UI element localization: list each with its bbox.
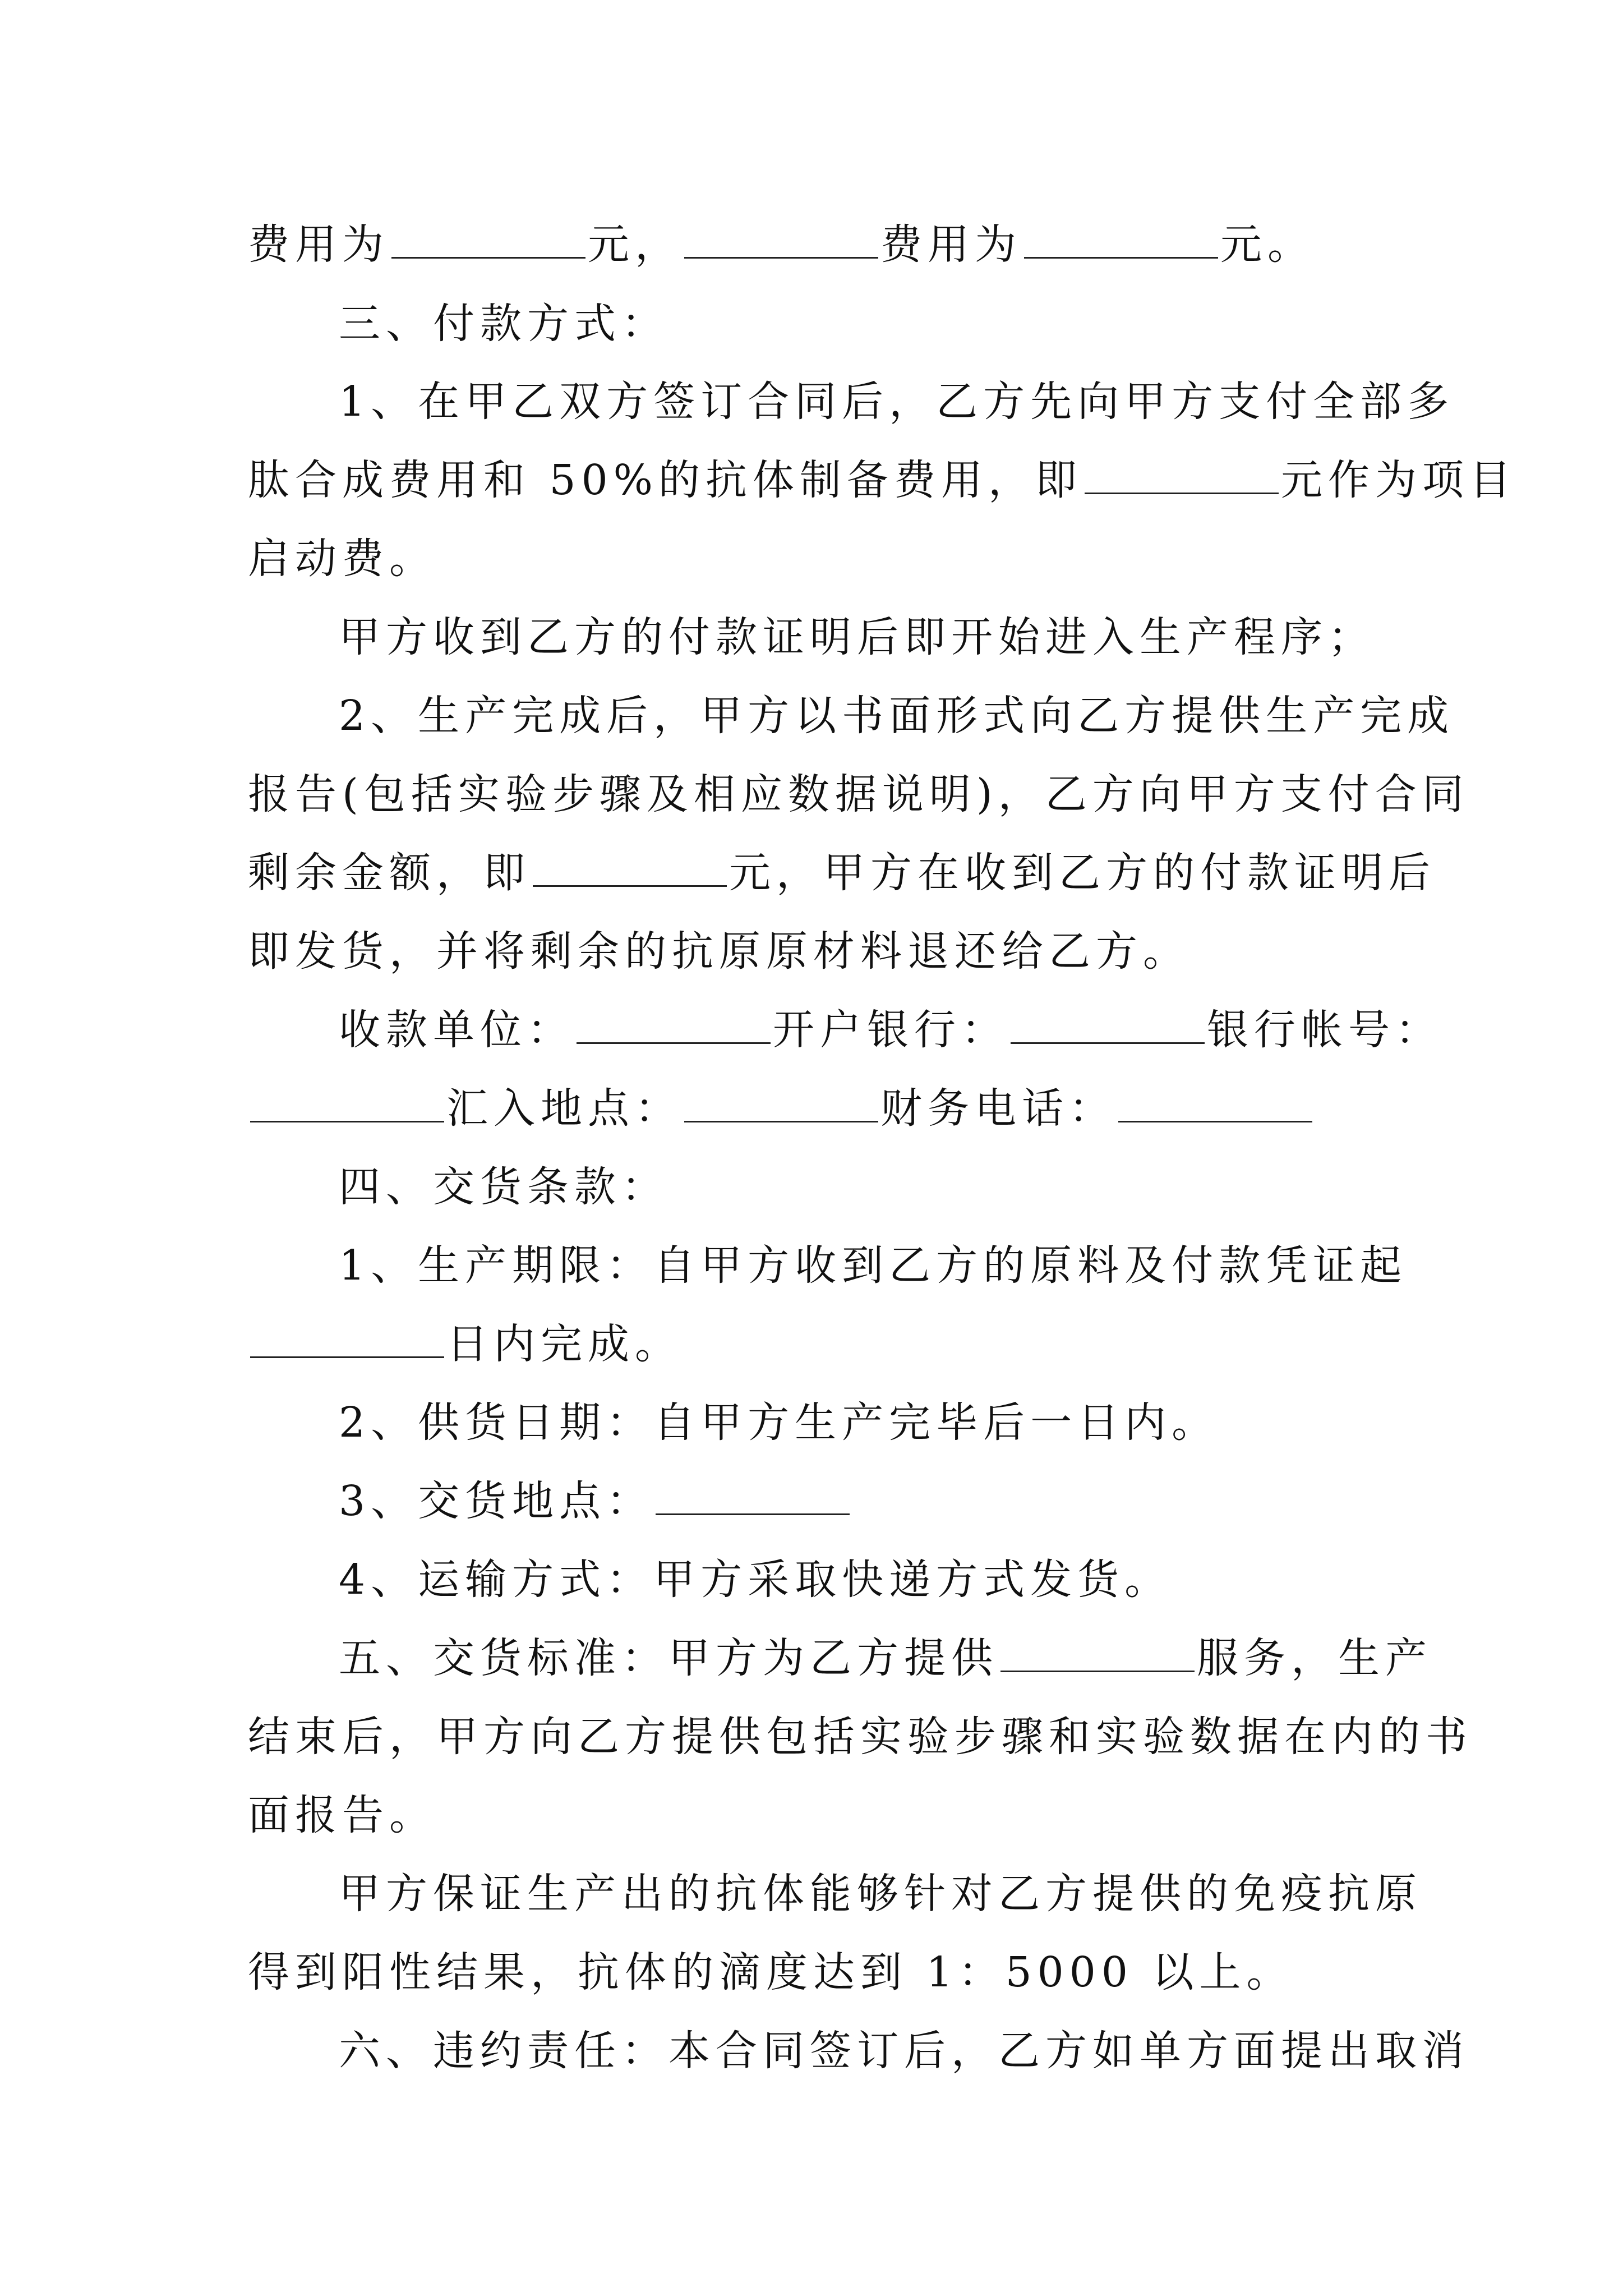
text-line: 1、在甲乙双方签订合同后，乙方先向甲方支付全部多 [339,378,1455,426]
field-label: 开户银行： [773,1006,1008,1054]
text-line: 即发货，并将剩余的抗原原材料退还给乙方。 [248,927,1190,976]
text-line: 结束后，甲方向乙方提供包括实验步骤和实验数据在内的书 [248,1713,1473,1761]
section-heading [339,1630,1432,1686]
text-line: 4、运输方式：甲方采取快递方式发货。 [339,1556,1172,1604]
text-segment: 元， [588,220,682,269]
fill-in-blank [656,1474,850,1515]
field-label: 3、交货地点： [339,1477,654,1525]
text-line: 甲方保证生产出的抗体能够针对乙方提供的免疫抗原 [339,1870,1422,1918]
text-line: 2、供货日期：自甲方生产完毕后一日内。 [339,1398,1219,1447]
fill-in-blank [1024,218,1218,259]
text-line [339,1002,1442,1058]
text-line: 2、生产完成后，甲方以书面形式向乙方提供生产完成 [339,692,1455,740]
field-label: 汇入地点： [446,1084,682,1133]
text-line [248,1080,1315,1137]
fill-in-blank [533,846,727,887]
fill-in-blank [684,218,878,259]
text-segment: 肽合成费用和 50%的抗体制备费用，即 [248,456,1082,504]
text-line [248,452,1516,508]
text-line: 报告(包括实验步骤及相应数据说明)，乙方向甲方支付合同 [248,770,1469,818]
fill-in-blank [1118,1082,1312,1122]
text-segment: 费用为 [880,220,1022,269]
field-label: 财务电话： [880,1084,1116,1133]
text-line: 甲方收到乙方的付款证明后即开始进入生产程序； [339,613,1375,661]
fill-in-blank [391,218,585,259]
text-line [339,1473,852,1529]
text-segment: 服务，生产 [1197,1634,1432,1682]
section-heading: 六、违约责任：本合同签订后，乙方如单方面提出取消 [339,2027,1469,2075]
text-segment: 费用为 [248,220,389,269]
section-heading: 三、付款方式： [339,300,668,348]
fill-in-blank [1000,1631,1195,1672]
text-line: 启动费。 [248,535,436,583]
fill-in-blank [250,1317,444,1358]
text-line: 得到阳性结果，抗体的滴度达到 1：5000 以上。 [248,1948,1294,1996]
text-segment: 元，甲方在收到乙方的付款证明后 [729,849,1436,897]
field-label: 收款单位： [339,1006,574,1054]
fill-in-blank [577,1003,771,1044]
field-label: 银行帐号： [1207,1006,1442,1054]
fill-in-blank [1085,453,1279,494]
text-segment: 五、交货标准：甲方为乙方提供 [339,1634,998,1682]
text-segment: 日内完成。 [446,1320,682,1368]
text-line: 1、生产期限：自甲方收到乙方的原料及付款凭证起 [339,1241,1408,1290]
text-line [248,1316,682,1372]
text-segment: 剩余金额，即 [248,849,531,897]
text-line [248,845,1436,901]
fill-in-blank [250,1082,444,1122]
text-line: 面报告。 [248,1791,436,1839]
text-line [248,217,1315,273]
text-segment: 元作为项目 [1281,456,1516,504]
fill-in-blank [1011,1003,1205,1044]
text-segment: 元。 [1220,220,1315,269]
fill-in-blank [684,1082,878,1122]
section-heading: 四、交货条款： [339,1163,668,1211]
